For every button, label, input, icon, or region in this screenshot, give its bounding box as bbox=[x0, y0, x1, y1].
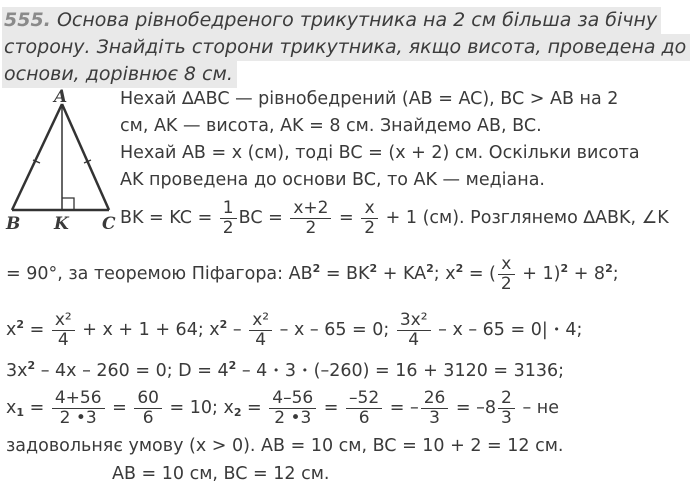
solution-line-3: Нехай AB = x (см), тоді BC = (x + 2) см. Оскільки висота bbox=[120, 143, 640, 163]
fraction-2-over-3: $\frac{2}{3}$ bbox=[498, 389, 515, 428]
solution-line-8: $3x^2 - 4x - 260 = 0$; $D = 4^2 - 4$ • 3 • (–260) = 16 + 3120 = 3136; bbox=[6, 359, 565, 381]
fraction-x-over-2: $\frac{x}{2}$ bbox=[361, 199, 378, 238]
fraction-x2-over-4: $\frac{\text{x²}}{4}$ bbox=[52, 311, 75, 350]
label-a: A bbox=[54, 87, 68, 107]
task-line-2 bbox=[2, 34, 690, 61]
task-line-3 bbox=[2, 61, 237, 88]
solution-line-5: BK = KC = $\frac{1}{2}$ BC = $\frac{x+2}{2}$ = $\frac{x}{2}$ + 1 (см). Розглянемо ∆ABK, ∠K bbox=[120, 197, 669, 238]
triangle-figure bbox=[2, 86, 120, 231]
solution-line-6: = 90°, за теоремою Піфагора: $AB^2 = BK^2 + KA^2$; $x^2$ = ( $\frac{x}{2}$ + $1)^2 + 8^2$; bbox=[6, 253, 619, 294]
task-text-1: Основа рівнобедреного трикутника на 2 см більша за бічну bbox=[56, 9, 658, 31]
solution-line-9: $x_1$ = $\frac{4+56}{2 •3}$ = $\frac{60}{6}$ = 10; $x_2$ = $\frac{4-56}{2 •3}$ = $\frac{-52}{6}$ = – $\frac{26}{3}$ = –8 $\frac{2}{3}$ – не bbox=[6, 387, 559, 428]
fraction-3x2-over-4: $\frac{\text{3x²}}{4}$ bbox=[397, 311, 431, 350]
fraction-x-plus-2-over-2: $\frac{x+2}{2}$ bbox=[290, 199, 331, 238]
solution-line-4: AK проведена до основи BC, то AK — медіана. bbox=[120, 170, 545, 190]
solution-line-10: задовольняє умову (x > 0). AB = 10 см, BC = 10 + 2 = 12 см. bbox=[6, 436, 564, 456]
fraction-one-half: $\frac{1}{2}$ bbox=[220, 199, 237, 238]
answer-line: AB = 10 см, BC = 12 см. bbox=[112, 464, 330, 484]
solution-line-7: $x^2$ = $\frac{\text{x²}}{4}$ + x + 1 + 64; $x^2$ – $\frac{\text{x²}}{4}$ – x – 65 = 0; $\frac{\text{3x²}}{4}$ – x – 65 = 0| • 4; bbox=[6, 309, 583, 350]
side-ab bbox=[12, 104, 62, 210]
task-line-1 bbox=[2, 7, 661, 34]
label-c: C bbox=[102, 214, 116, 231]
fraction-x-over-2-b: $\frac{x}{2}$ bbox=[498, 255, 515, 294]
solution-line-2: см, AK — висота, AK = 8 см. Знайдемо AB, BC. bbox=[120, 116, 542, 136]
task-number: 555. bbox=[4, 9, 51, 31]
right-angle-mark bbox=[62, 198, 74, 210]
fraction-minus-52-over-6: $\frac{-52}{6}$ bbox=[346, 389, 382, 428]
fraction-x2-over-4-b: $\frac{\text{x²}}{4}$ bbox=[249, 311, 272, 350]
fraction-26-over-3: $\frac{26}{3}$ bbox=[421, 389, 449, 428]
fraction-4-plus-56: $\frac{4+56}{2 •3}$ bbox=[52, 389, 105, 428]
solution-line-1: Нехай ∆ABC — рівнобедрений (AB = AC), BC > AB на 2 bbox=[120, 89, 619, 109]
task-text-3: основи, дорівнює 8 см. bbox=[4, 63, 233, 85]
fraction-60-over-6: $\frac{60}{6}$ bbox=[134, 389, 162, 428]
task-text-2: сторону. Знайдіть сторони трикутника, якщо висота, проведена до bbox=[4, 36, 687, 58]
fraction-4-minus-56: $\frac{4-56}{2 •3}$ bbox=[269, 389, 316, 428]
label-b: B bbox=[6, 214, 21, 231]
side-ac bbox=[62, 104, 109, 210]
label-k: K bbox=[54, 214, 69, 231]
